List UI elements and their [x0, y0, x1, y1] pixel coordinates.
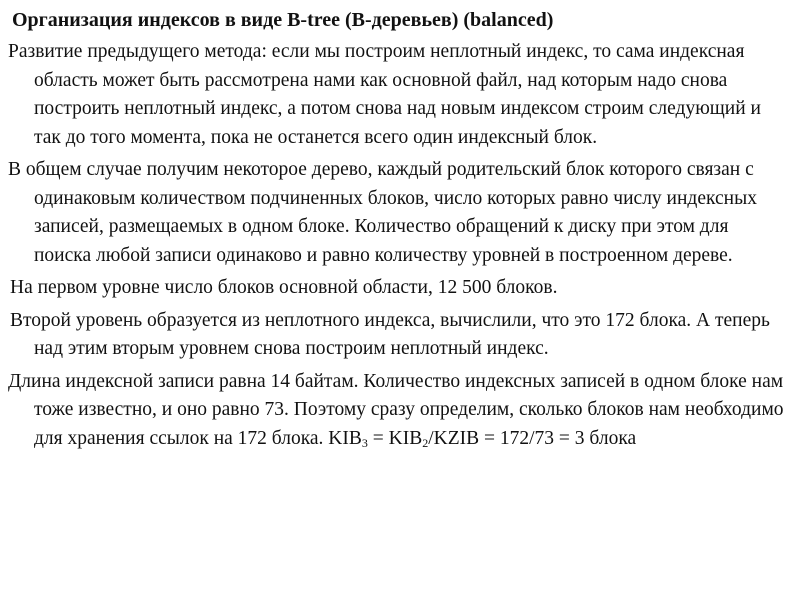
- slide-title: Организация индексов в виде B-tree (B-деревьев) (balanced): [12, 9, 554, 31]
- block-count-formula: [328, 428, 636, 449]
- formula-sub-3: 3: [361, 435, 368, 450]
- paragraph-general-case: В общем случае получим некоторое дерево, каждый родительский блок которого связан с одинаковым количеством подчиненных блоков, число которых равно числу индексных записей, размещаемых в одном блоке. Количество обращений к диску при этом для поиска любой записи одинаково и равно количеству уровней в построенном дереве.: [8, 159, 757, 266]
- formula-eq: = KIB: [367, 427, 423, 449]
- formula-sub-2: 2: [422, 435, 429, 450]
- paragraph-index-record-text: Длина индексной записи равна 14 байтам. Количество индексных записей в одном блоке нам тоже известно, и оно равно 73. Поэтому сразу определим, сколько блоков нам необходимо для хранения ссылок на 172 блока.: [8, 370, 784, 449]
- paragraph-development: Развитие предыдущего метода: если мы построим неплотный индекс, то сама индексная область может быть рассмотрена нами как основной файл, над которым надо снова построить неплотный индекс, а потом снова над новым индексом строим следующий и так до того момента, пока не останется всего один индексный блок.: [8, 41, 761, 148]
- formula-kib: KIB: [328, 427, 362, 449]
- paragraph-second-level: Второй уровень образуется из неплотного индекса, вычислили, что это 172 блока. А теперь над этим вторым уровнем снова построим неплотный индекс.: [10, 309, 770, 359]
- paragraph-first-level: На первом уровне число блоков основной области, 12 500 блоков.: [10, 277, 558, 298]
- formula-rest: /KZIB = 172/73 = 3 блока: [428, 427, 637, 449]
- paragraph-index-record-length: [8, 368, 790, 454]
